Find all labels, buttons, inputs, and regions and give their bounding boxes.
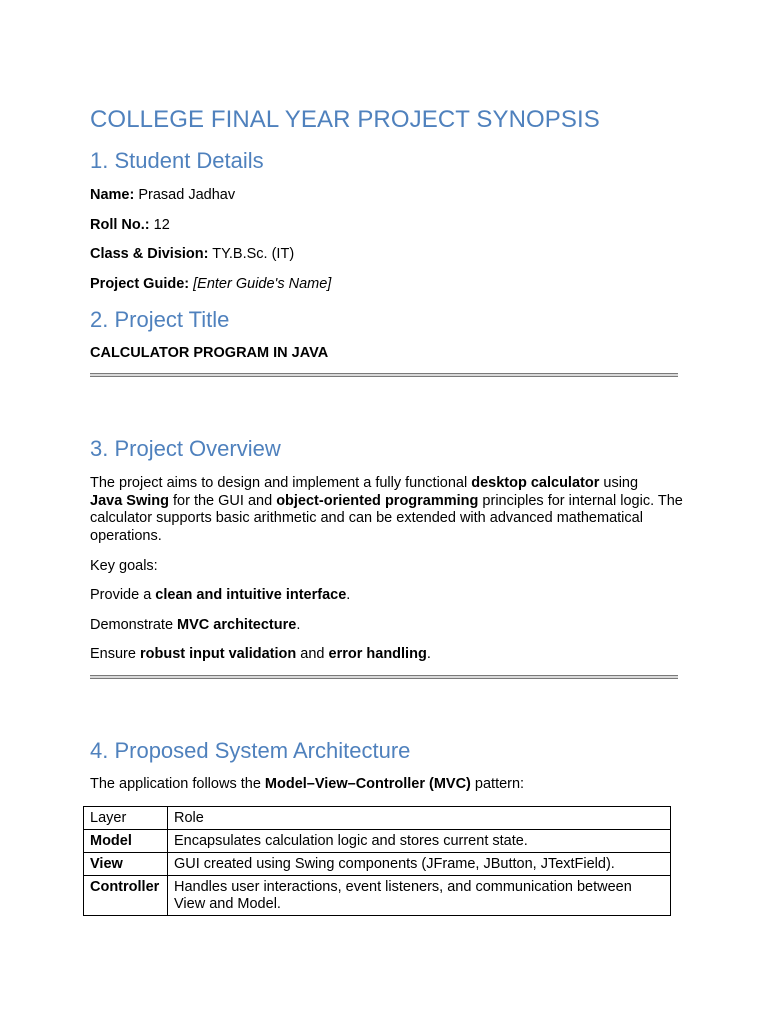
goal-text: and xyxy=(296,646,329,662)
goal-item xyxy=(90,646,431,664)
goal-bold: robust input validation xyxy=(139,646,297,662)
overview-heading: 3. Project Overview xyxy=(90,436,281,461)
goal-bold: MVC architecture xyxy=(177,617,297,633)
goal-item xyxy=(90,587,350,605)
name-line xyxy=(90,187,235,205)
goal-text: Provide a xyxy=(90,587,156,603)
intro-text: The application follows the xyxy=(90,776,265,792)
overview-bold: Java Swing xyxy=(90,492,169,509)
intro-text: pattern: xyxy=(470,776,525,792)
key-goals-label: Key goals: xyxy=(90,558,158,574)
overview-bold: desktop calculator xyxy=(471,475,600,491)
goal-text: Ensure xyxy=(90,646,140,662)
student-details-heading: 1. Student Details xyxy=(90,148,264,173)
project-title-heading: 2. Project Title xyxy=(90,307,230,332)
overview-text: principles for internal logic. The calculator supports basic arithmetic and can be extended with advanced mathematical operations. xyxy=(90,492,683,544)
table-cell-role: Handles user interactions, event listeners, and communication between View and Model. xyxy=(168,876,671,916)
roll-line xyxy=(90,217,170,235)
table-header-cell: Layer xyxy=(84,807,168,830)
goal-text: . xyxy=(296,617,301,633)
layer-name: View xyxy=(90,856,123,872)
goal-item xyxy=(90,617,300,635)
table-cell-role: GUI created using Swing components (JFrame, JButton, JTextField). xyxy=(168,853,671,876)
name-value: Prasad Jadhav xyxy=(138,187,236,203)
layer-name: Controller xyxy=(90,879,160,895)
divider xyxy=(90,373,678,377)
guide-value: [Enter Guide's Name] xyxy=(193,276,332,292)
table-row xyxy=(84,876,671,916)
table-row xyxy=(84,853,671,876)
architecture-table xyxy=(83,806,671,916)
layer-name: Model xyxy=(90,833,132,849)
table-cell-layer xyxy=(84,830,168,853)
table-header-row xyxy=(84,807,671,830)
goal-text: . xyxy=(346,587,351,603)
overview-paragraph xyxy=(90,475,690,545)
class-value: TY.B.Sc. (IT) xyxy=(212,246,295,262)
class-label: Class & Division: xyxy=(90,246,209,262)
overview-text: for the GUI and xyxy=(168,492,277,509)
architecture-heading: 4. Proposed System Architecture xyxy=(90,738,411,763)
guide-line xyxy=(90,276,331,294)
overview-bold: object-oriented programming xyxy=(276,492,479,509)
name-label: Name: xyxy=(90,187,135,203)
goal-text: . xyxy=(426,646,431,662)
roll-label: Roll No.: xyxy=(90,217,150,233)
table-cell-layer xyxy=(84,853,168,876)
goal-text: Demonstrate xyxy=(90,617,178,633)
table-cell-layer xyxy=(84,876,168,916)
document-title: COLLEGE FINAL YEAR PROJECT SYNOPSIS xyxy=(90,106,600,133)
table-header-cell: Role xyxy=(168,807,671,830)
overview-text: using xyxy=(599,475,639,491)
table-row xyxy=(84,830,671,853)
table-cell-role: Encapsulates calculation logic and stores current state. xyxy=(168,830,671,853)
goal-bold: error handling xyxy=(328,646,427,662)
project-title-value xyxy=(90,345,328,363)
divider xyxy=(90,675,678,679)
overview-text: The project aims to design and implement a fully functional xyxy=(90,475,472,491)
roll-value: 12 xyxy=(153,217,170,233)
project-title-text: CALCULATOR PROGRAM IN JAVA xyxy=(90,345,329,361)
class-line xyxy=(90,246,294,264)
intro-bold: Model–View–Controller (MVC) xyxy=(264,776,471,792)
architecture-intro xyxy=(90,776,524,794)
goal-bold: clean and intuitive interface xyxy=(155,587,347,603)
guide-label: Project Guide: xyxy=(90,276,190,292)
